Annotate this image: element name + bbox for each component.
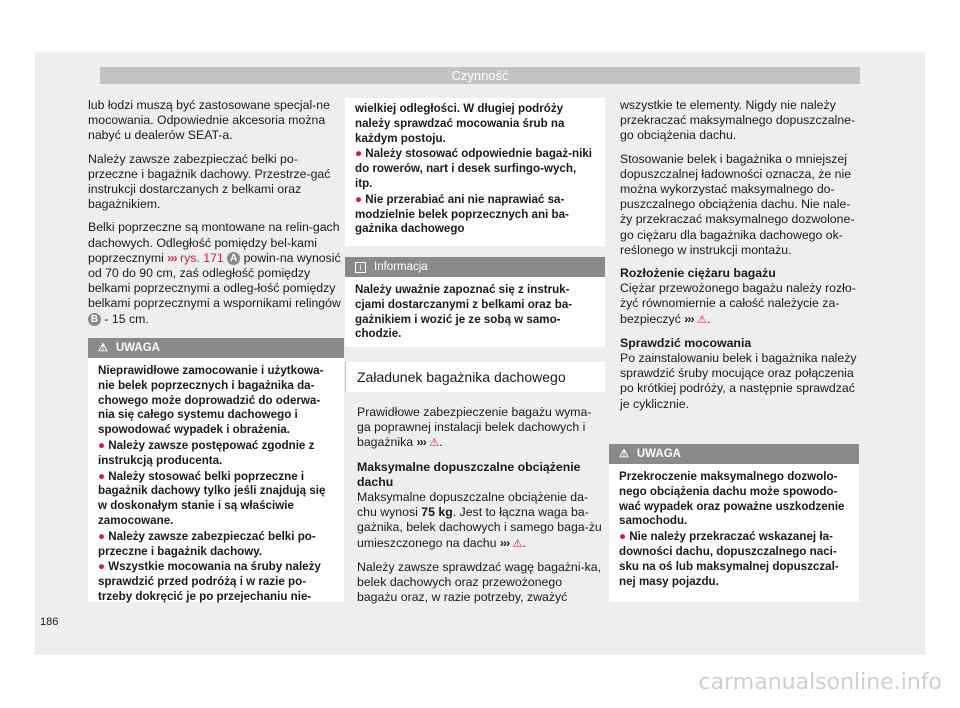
paragraph: Stosowanie belek i bagażnika o mniejszej dopuszczalnej ładowności oznacza, że nie można wykorzystać maksymalnego do-puszczalnego obciążenia dachu. Nie nale-ży przekraczać maksymalnego dozwolone-go ciężaru dla bagażnika dachowego ok-reślonego w instrukcji montażu. [620, 151, 855, 257]
warning-bullet: ● Wszystkie mocowania na śruby należy sprawdzić przed podróżą i w razie po-trzeby dokręcić je po przejechaniu nie- [98, 560, 321, 603]
arrows-icon: ››› [416, 435, 426, 450]
warning-lead: wielkiej odległości. W długiej podróży należy sprawdzać mocowania śrub na każdym postoju. [355, 102, 565, 145]
warning-lead: Nieprawidłowe zamocowanie i użytkowa-nie belek poprzecznych i bagażnika da-chowego może doprowadzić do oderwa-nia się całego systemu dachowego i spowodować wypadek i obrażenia. [98, 364, 324, 437]
paragraph: lub łodzi muszą być zastosowane specjal-ne mocowania. Odpowiednie akcesoria można nabyć u dealerów SEAT-a. [88, 98, 330, 143]
section-rule [345, 362, 346, 392]
figure-link[interactable]: rys. 171 [180, 250, 224, 265]
info-text: Należy uważnie zapoznać się z instruk-cjami dostarczanymi z belkami oraz ba-gażnikiem i wozić je ze sobą w samo-chodzie. [355, 283, 573, 341]
arrows-icon: ››› [684, 311, 694, 326]
info-header [345, 257, 605, 277]
column-3 [620, 98, 857, 420]
warning-bullet: ● Należy zawsze zabezpieczać belki po-przeczne i bagażnik dachowy. [98, 529, 316, 558]
text: powin-na wynosić od 70 do 90 cm, zaś odległość pomiędzy belkami poprzecznymi a odleg-łość pomiędzy belkami poprzecznymi a wspornikami relingów [88, 250, 341, 311]
paragraph: Należy zawsze sprawdzać wagę bagażni-ka, belek dachowych oraz przewożonego bagażu oraz, w razie potrzeby, zważyć [357, 559, 602, 605]
page-number: 186 [40, 616, 59, 628]
subheading: Maksymalne dopuszczalne obciążenie dachu [357, 459, 581, 489]
warning-ref-icon: ⚠ [512, 537, 523, 550]
warning-bullet: ● Nie przerabiać ani nie naprawiać sa-modzielnie belek poprzecznych ani ba-gażnika dachowego [355, 192, 569, 236]
section-heading [345, 362, 605, 392]
warning-title: UWAGA [636, 448, 681, 460]
paragraph [88, 220, 344, 326]
warning-bullet: ● Należy zawsze postępować zgodnie z instrukcją producenta. [98, 438, 315, 467]
warning-box-2 [609, 444, 859, 602]
watermark: carmanualsonline.info [698, 670, 942, 695]
warning-icon: ⚠ [619, 448, 629, 460]
marker-b: B [88, 313, 101, 326]
paragraph: Należy zawsze zabezpieczać belki po-przeczne i bagażnik dachowy. Przestrze-gać instrukcji dostarczanych z belkami oraz bagażnikiem. [88, 151, 331, 212]
paragraph: Po zainstalowaniu belek i bagażnika należy sprawdzić śruby mocujące oraz połączenia po krótkiej podróży, a następnie sprawdzać je cyklicznie. [620, 351, 857, 411]
marker-a: A [227, 252, 240, 265]
column-2 [357, 405, 602, 613]
subheading: Rozłożenie ciężaru bagażu [620, 266, 776, 281]
paragraph: Ciężar przewożonego bagażu należy rozło-żyć równomiernie a całość należycie za-bezpieczyć ››› ⚠. [620, 281, 856, 326]
warning-ref-icon: ⚠ [696, 313, 707, 326]
warning-bullet: ● Należy stosować belki poprzeczne i bagażnik dachowy tylko jeśli znajdują się w doskonałym stanie i są właściwie zamocowane. [98, 469, 326, 527]
warning-header [88, 338, 344, 358]
subheading: Sprawdzić mocowania [620, 335, 752, 350]
warning-icon: ⚠ [98, 342, 108, 354]
paragraph: wszystkie te elementy. Nigdy nie należy przekraczać maksymalnego dopuszczalne-go obciążenia dachu. [620, 98, 856, 143]
text: Belki poprzeczne są montowane na relin-gach dachowych. Odległość pomiędzy bel-kami poprzecznymi [88, 220, 340, 265]
info-title: Informacja [374, 261, 428, 273]
text: - 15 cm. [104, 311, 149, 326]
arrows-icon: ››› [499, 535, 510, 550]
warning-box-1 [88, 338, 344, 602]
arrows-icon: ››› [167, 250, 177, 265]
info-box [345, 257, 605, 347]
page-header: Czynność [100, 67, 860, 84]
warning-box-1-continued [345, 98, 605, 246]
section-title: Załadunek bagażnika dachowego [357, 369, 566, 385]
warning-title: UWAGA [115, 342, 160, 354]
warning-lead: Przekroczenie maksymalnego dozwolo-nego obciążenia dachu może spowodo-wać wypadek oraz poważne uszkodzenie samochodu. [619, 470, 845, 528]
warning-header [609, 444, 859, 464]
warning-bullet: ● Należy stosować odpowiednie bagaż-niki do rowerów, nart i desek surfingo-wych, itp. [355, 147, 593, 190]
paragraph: Maksymalne dopuszczalne obciążenie da-chu wynosi 75 kg. Jest to łączna waga ba-gażnika, belek dachowych i samego baga-żu umieszczonego na dachu ››› ⚠. [357, 490, 602, 550]
paragraph: Prawidłowe zabezpieczenie bagażu wyma-ga poprawnej instalacji belek dachowych i bagażnika ››› ⚠. [357, 405, 592, 450]
warning-bullet: ● Nie należy przekraczać wskazanej ła-downości dachu, dopuszczalnego naci-sku na oś lub maksymalnej dopuszczal-nej masy pojazdu. [619, 530, 839, 588]
column-1 [88, 98, 344, 335]
info-icon: i [355, 262, 366, 273]
warning-ref-icon: ⚠ [429, 437, 440, 450]
